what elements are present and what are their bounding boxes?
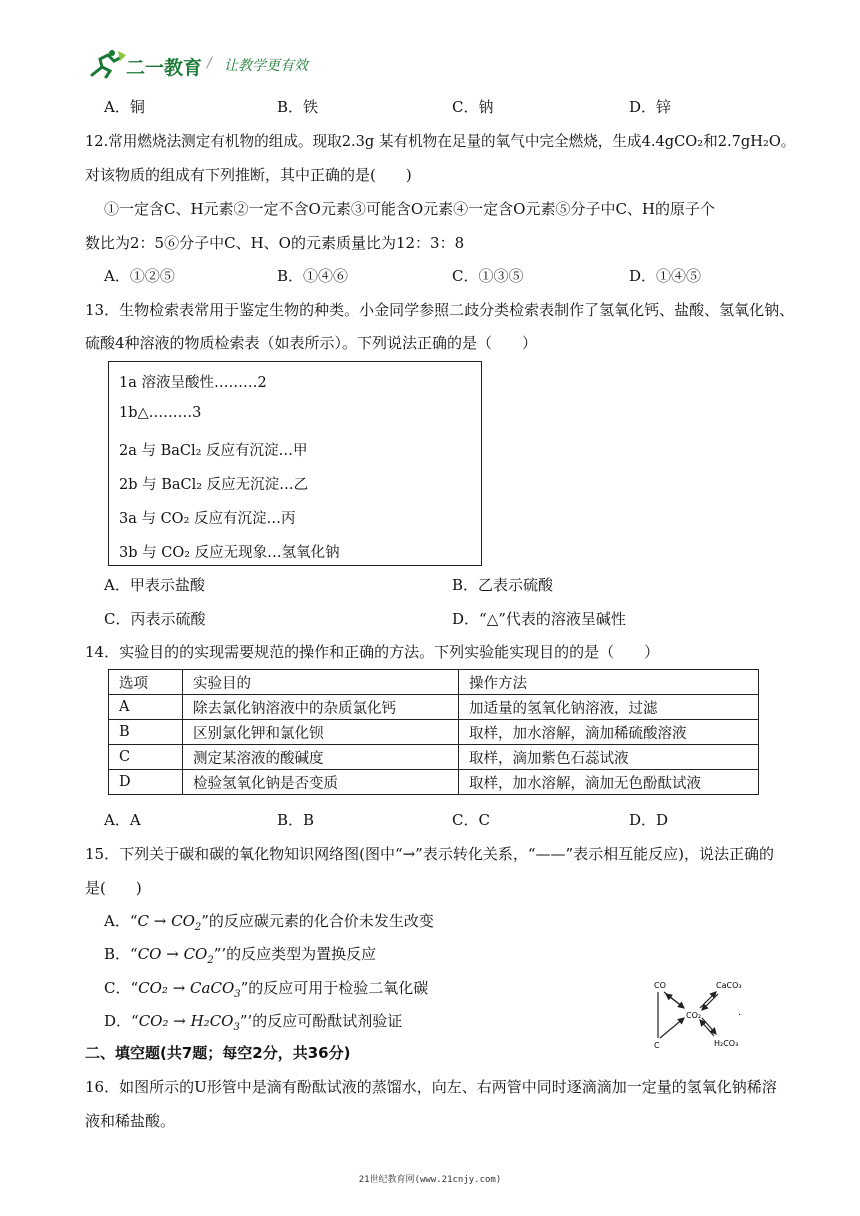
table-cell: 除去氯化钠溶液中的杂质氯化钙: [183, 695, 459, 720]
q15-option-c: C．“CO₂ → CaCO$_3$”的反应可用于检验二氧化碳: [104, 979, 429, 1000]
table-cell: 区别氯化钾和氯化钡: [183, 720, 459, 745]
page-footer: 21世纪教育网(www.21cnjy.com): [358, 1175, 502, 1185]
table-cell: 取样，加水溶解，滴加无色酚酞试液: [459, 770, 759, 795]
q15-stem-line1: 15．下列关于碳和碳的氧化物知识网络图(图中“→”表示转化关系，“——”表示相互能反应)，说法正确的: [85, 845, 775, 863]
key-row: 3b 与 CO₂ 反应无现象…氢氧化钠: [119, 545, 340, 561]
table-cell: 加适量的氢氧化钠溶液，过滤: [459, 695, 759, 720]
q14-option-b: B．B: [277, 811, 315, 829]
q15-option-d: D．“$CO_2 \to H_2CO_3$”’的反应可酚酞试剂验证: [104, 1012, 403, 1033]
q12-option-d: D．①④⑤: [629, 267, 702, 285]
q13-option-a: A．甲表示盐酸: [104, 576, 205, 594]
key-row: 3a 与 CO₂ 反应有沉淀…丙: [119, 511, 296, 527]
diagram-dot: ·: [738, 1010, 742, 1021]
key-row: 1a 溶液呈酸性………2: [119, 375, 267, 391]
runner-logo-icon: [88, 49, 128, 79]
q14-table: [108, 669, 759, 795]
table-row: [109, 770, 759, 795]
q16-stem-line2: 液和稀盐酸。: [85, 1112, 176, 1130]
q12-statements-line1: ①一定含C、H元素②一定不含O元素③可能含O元素④一定含O元素⑤分子中C、H的原子个: [104, 200, 716, 218]
node-co2: CO₂: [686, 1011, 702, 1020]
q13-option-d: D．“△”代表的溶液呈碱性: [452, 610, 626, 628]
edge-co2-h2co3: [702, 1018, 716, 1034]
node-h2co3: H₂CO₃: [714, 1039, 739, 1048]
edge-h2co3-co2: [700, 1020, 714, 1036]
table-cell: 取样，加水溶解，滴加稀硫酸溶液: [459, 720, 759, 745]
header-divider: /: [207, 55, 212, 71]
table-cell: B: [109, 720, 183, 745]
table-header-row: [109, 670, 759, 695]
q14-option-c: C．C: [452, 811, 490, 829]
table-cell: 取样，滴加紫色石蕊试液: [459, 745, 759, 770]
q14-option-d: D．D: [629, 811, 669, 829]
table-cell: C: [109, 745, 183, 770]
edge-caco3-co2: [702, 994, 718, 1010]
q13-key-box: [108, 361, 482, 566]
q12-option-b: B．①④⑥: [277, 267, 349, 285]
q12-option-c: C．①③⑤: [452, 267, 524, 285]
q15-option-a: A．“$C \to CO_2$”的反应碳元素的化合价未发生改变: [104, 912, 434, 933]
edge-co2-co: [666, 994, 682, 1006]
node-co: CO: [654, 981, 666, 990]
q15-stem-line2: 是( ): [85, 879, 142, 897]
q13-option-c: C．丙表示硫酸: [104, 610, 206, 628]
q12-stem-line2: 对该物质的组成有下列推断，其中正确的是( ): [85, 166, 412, 184]
q14-option-a: A．A: [104, 811, 141, 829]
q13-option-b: B．乙表示硫酸: [452, 576, 554, 594]
q11-option-d: D．锌: [629, 98, 672, 116]
brand-name: 二一教育: [126, 57, 203, 79]
q12-option-a: A．①②⑤: [104, 267, 175, 285]
table-cell: D: [109, 770, 183, 795]
table-row: [109, 720, 759, 745]
edge-c-co2: [660, 1018, 684, 1038]
table-cell: 测定某溶液的酸碱度: [183, 745, 459, 770]
section-2-title: 二、填空题(共7题；每空2分，共36分): [85, 1044, 351, 1062]
table-cell: A: [109, 695, 183, 720]
edge-co2-caco3: [700, 992, 716, 1008]
q13-stem-line2: 硫酸4种溶液的物质检索表（如表所示）。下列说法正确的是（ ）: [85, 334, 538, 352]
key-row: 2b 与 BaCl₂ 反应无沉淀…乙: [119, 477, 309, 493]
table-cell: 检验氢氧化钠是否变质: [183, 770, 459, 795]
key-row: 2a 与 BaCl₂ 反应有沉淀…甲: [119, 443, 308, 459]
q14-stem: 14．实验目的的实现需要规范的操作和正确的方法。下列实验能实现目的的是（ ）: [85, 643, 660, 661]
table-header: 选项: [109, 670, 183, 695]
q15-option-b: B．“CO → $CO_2$”’的反应类型为置换反应: [104, 945, 377, 966]
q16-stem-line1: 16．如图所示的U形管中是滴有酚酞试液的蒸馏水，向左、右两管中同时逐滴滴加一定量的氢氧化钠稀溶: [85, 1078, 777, 1096]
table-header: 操作方法: [459, 670, 759, 695]
q11-option-b: B．铁: [277, 98, 319, 116]
node-c: C: [654, 1041, 660, 1050]
table-row: [109, 745, 759, 770]
node-caco3: CaCO₃: [716, 981, 742, 990]
q12-statements-line2: 数比为2：5⑥分子中C、H、O的元素质量比为12：3：8: [85, 234, 465, 252]
key-row: 1b△………3: [119, 405, 202, 421]
q11-option-c: C．钠: [452, 98, 494, 116]
brand-slogan: 让教学更有效: [224, 58, 308, 74]
table-header: 实验目的: [183, 670, 459, 695]
q11-option-a: A．铜: [104, 98, 145, 116]
q12-stem-line1: 12.常用燃烧法测定有机物的组成。现取2.3g 某有机物在足量的氧气中完全燃烧，生成4.4gCO₂和2.7gH₂O。: [85, 133, 796, 150]
table-row: [109, 695, 759, 720]
q13-stem-line1: 13．生物检索表常用于鉴定生物的种类。小金同学参照二歧分类检索表制作了氢氧化钙、盐酸、氢氧化钠、: [85, 301, 795, 319]
carbon-network-diagram: [648, 974, 758, 1054]
